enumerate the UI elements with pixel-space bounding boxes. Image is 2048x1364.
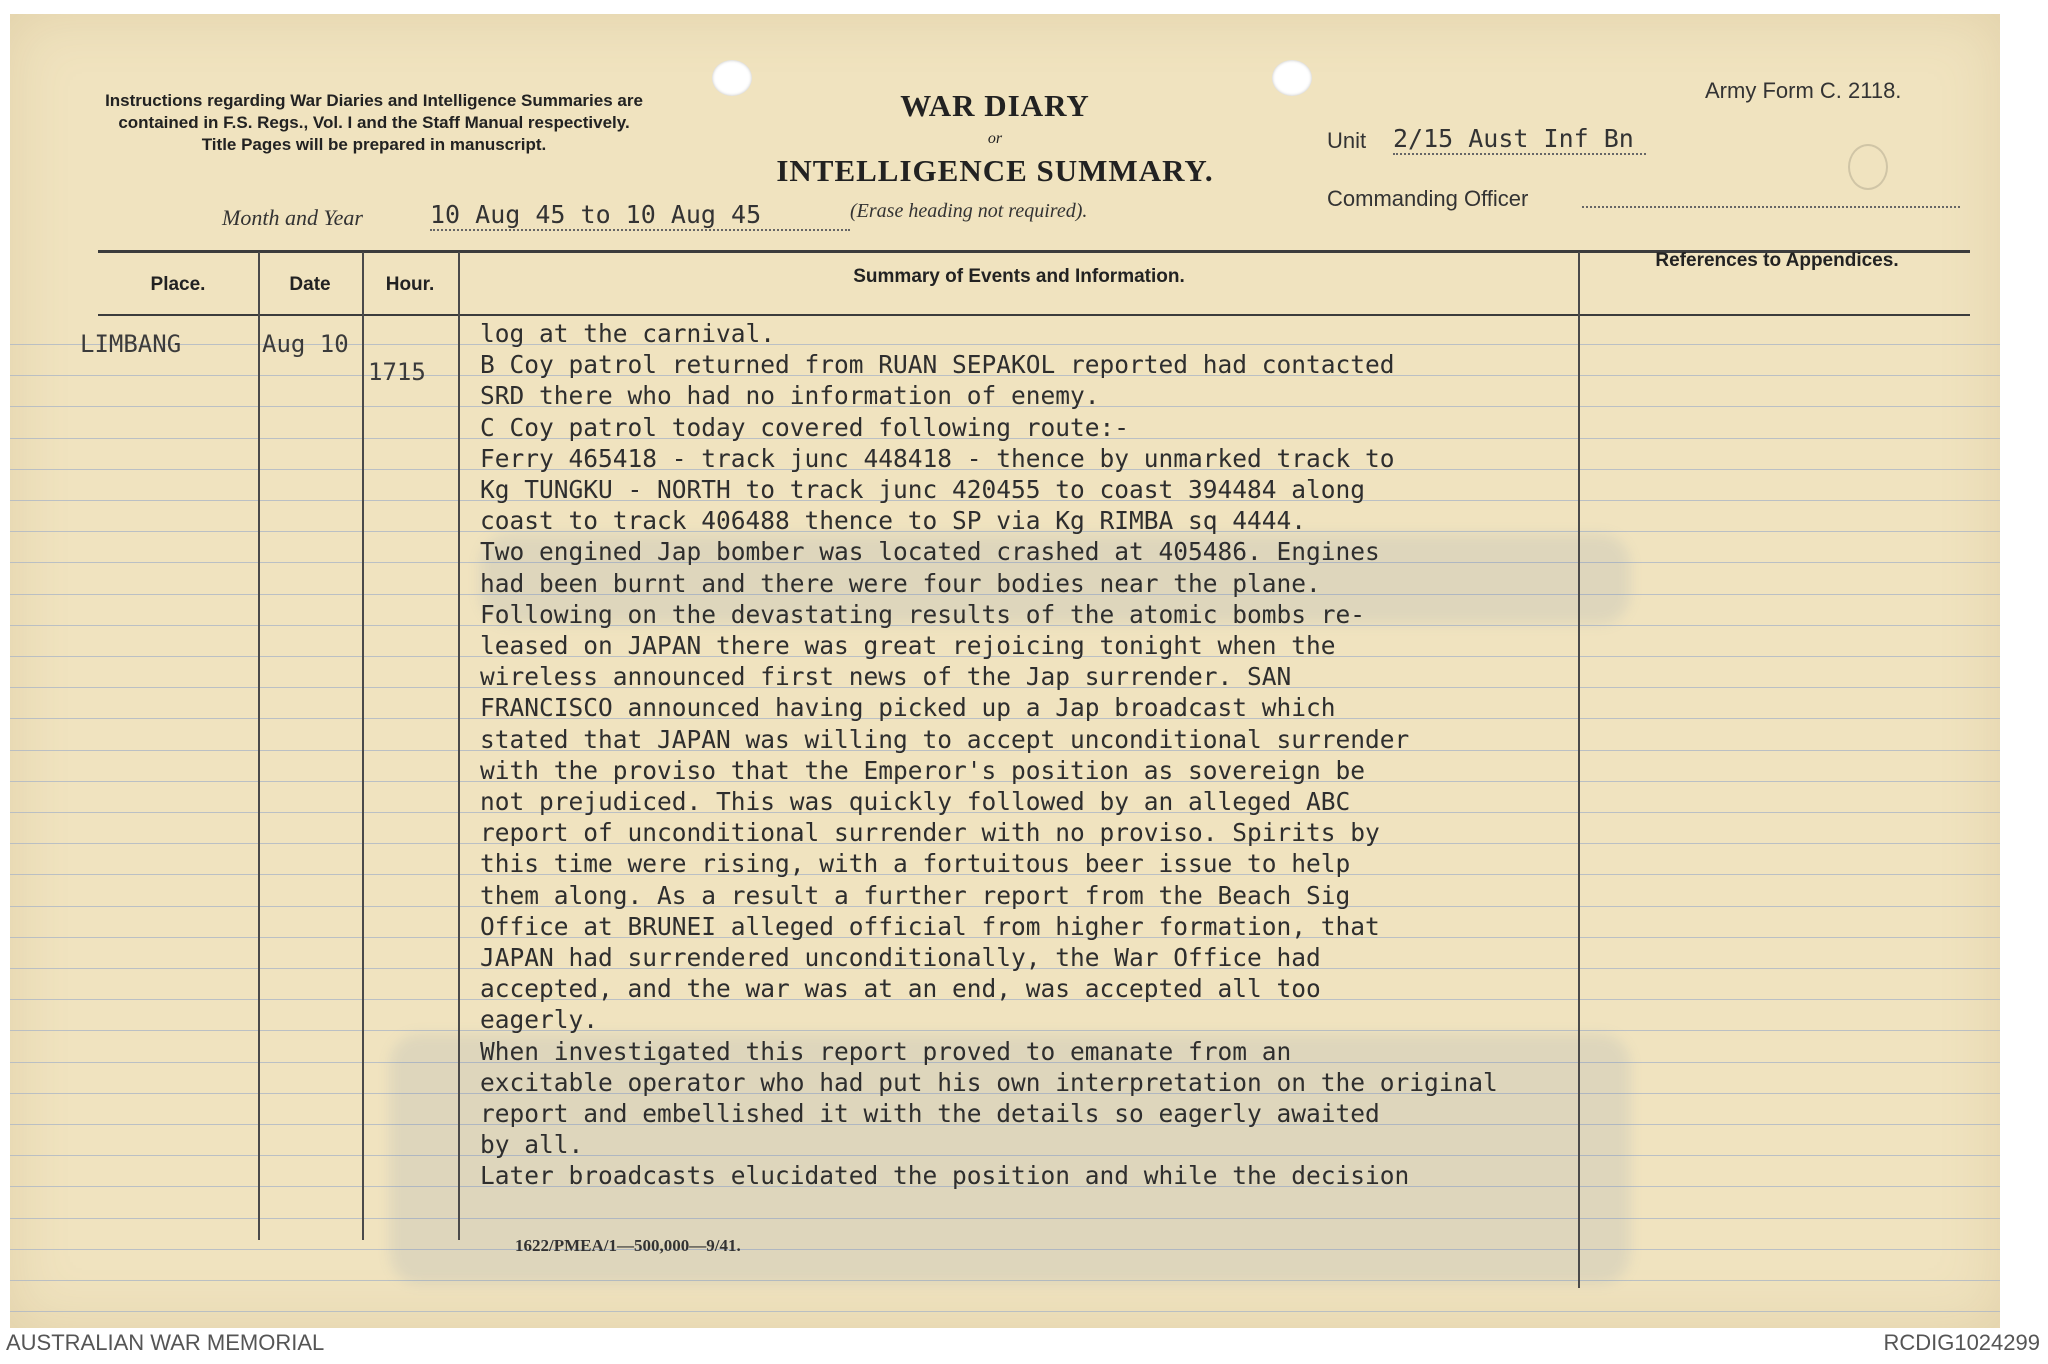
summary-line: Following on the devastating results of the atomic bombs re-: [480, 599, 1366, 629]
entry-hour: 1715: [368, 358, 426, 386]
commanding-officer-label: Commanding Officer: [1327, 186, 1529, 211]
summary-line: Office at BRUNEI alleged official from higher formation, that: [480, 911, 1380, 941]
column-divider: [362, 252, 364, 1240]
unit-value: 2/15 Aust Inf Bn: [1393, 124, 1646, 155]
month-year-label: Month and Year: [222, 205, 363, 230]
summary-line: B Coy patrol returned from RUAN SEPAKOL reported had contacted: [480, 350, 1395, 380]
embossed-stamp: [1848, 144, 1888, 190]
summary-line: coast to track 406488 thence to SP via Kg RIMBA sq 4444.: [480, 506, 1307, 536]
summary-line: JAPAN had surrendered unconditionally, the War Office had: [480, 943, 1321, 973]
column-divider: [258, 252, 260, 1240]
summary-line: Later broadcasts elucidated the position and while the decision: [480, 1161, 1410, 1191]
summary-line: FRANCISCO announced having picked up a Jap broadcast which: [480, 693, 1336, 723]
column-header-date: Date: [289, 274, 331, 295]
form-title-or: or: [987, 130, 1003, 147]
summary-line: C Coy patrol today covered following route:-: [480, 412, 1130, 442]
summary-line: Kg TUNGKU - NORTH to track junc 420455 to coast 394484 along: [480, 475, 1366, 505]
summary-line: SRD there who had no information of enemy.: [480, 381, 1100, 411]
summary-line: eagerly.: [480, 1005, 599, 1035]
column-header-summary: Summary of Events and Information.: [853, 266, 1185, 287]
summary-text: [480, 318, 1710, 1192]
column-header-references: References to Appendices.: [1655, 250, 1899, 271]
summary-line: with the proviso that the Emperor's position as sovereign be: [480, 755, 1366, 785]
summary-line: by all.: [480, 1130, 584, 1160]
entry-place: LIMBANG: [80, 330, 182, 358]
unit-label: Unit: [1327, 128, 1367, 153]
ruled-line: [10, 1311, 2000, 1312]
summary-line: When investigated this report proved to emanate from an: [480, 1036, 1292, 1066]
column-divider: [458, 252, 460, 1240]
summary-line: excitable operator who had put his own interpretation on the original: [480, 1067, 1498, 1097]
column-header-place: Place.: [150, 274, 206, 295]
archive-name: AUSTRALIAN WAR MEMORIAL: [6, 1330, 325, 1355]
punch-hole: [1272, 60, 1312, 96]
summary-line: leased on JAPAN there was great rejoicing tonight when the: [480, 631, 1336, 661]
form-title-war-diary: WAR DIARY: [900, 88, 1090, 123]
summary-line: log at the carnival.: [480, 319, 776, 348]
print-code: 1622/PMEA/1—500,000—9/41.: [515, 1236, 741, 1255]
month-year-value: 10 Aug 45 to 10 Aug 45: [430, 200, 850, 231]
summary-line: report of unconditional surrender with no proviso. Spirits by: [480, 818, 1380, 848]
summary-line: accepted, and the war was at an end, was accepted all too: [480, 974, 1321, 1004]
form-title-intelligence-summary: INTELLIGENCE SUMMARY.: [776, 153, 1214, 188]
entry-date: Aug 10: [262, 330, 349, 358]
punch-hole: [712, 60, 752, 96]
summary-line: report and embellished it with the details so eagerly awaited: [480, 1099, 1380, 1129]
summary-line: this time were rising, with a fortuitous beer issue to help: [480, 849, 1351, 879]
table-header-border: [98, 314, 1970, 316]
army-form-number: Army Form C. 2118.: [1705, 78, 1902, 103]
summary-line: had been burnt and there were four bodies near the plane.: [480, 568, 1321, 598]
summary-line: stated that JAPAN was willing to accept unconditional surrender: [480, 724, 1410, 754]
instructions-text: Instructions regarding War Diaries and Intelligence Summaries are contained in F.S. Regs., Vol. I and the Staff Manual respectively. Title Pages will be prepared in manuscript.: [105, 91, 643, 154]
summary-line: not prejudiced. This was quickly followed by an alleged ABC: [480, 787, 1351, 817]
summary-line: Ferry 465418 - track junc 448418 - thence by unmarked track to: [480, 443, 1395, 473]
erase-heading-note: (Erase heading not required).: [850, 200, 1088, 222]
summary-line: Two engined Jap bomber was located crashed at 405486. Engines: [480, 537, 1380, 567]
summary-line: wireless announced first news of the Jap surrender. SAN: [480, 662, 1292, 692]
summary-line: them along. As a result a further report from the Beach Sig: [480, 880, 1351, 910]
column-header-hour: Hour.: [385, 274, 435, 295]
commanding-officer-field: [1582, 206, 1960, 208]
archive-id: RCDIG1024299: [1883, 1330, 2040, 1355]
